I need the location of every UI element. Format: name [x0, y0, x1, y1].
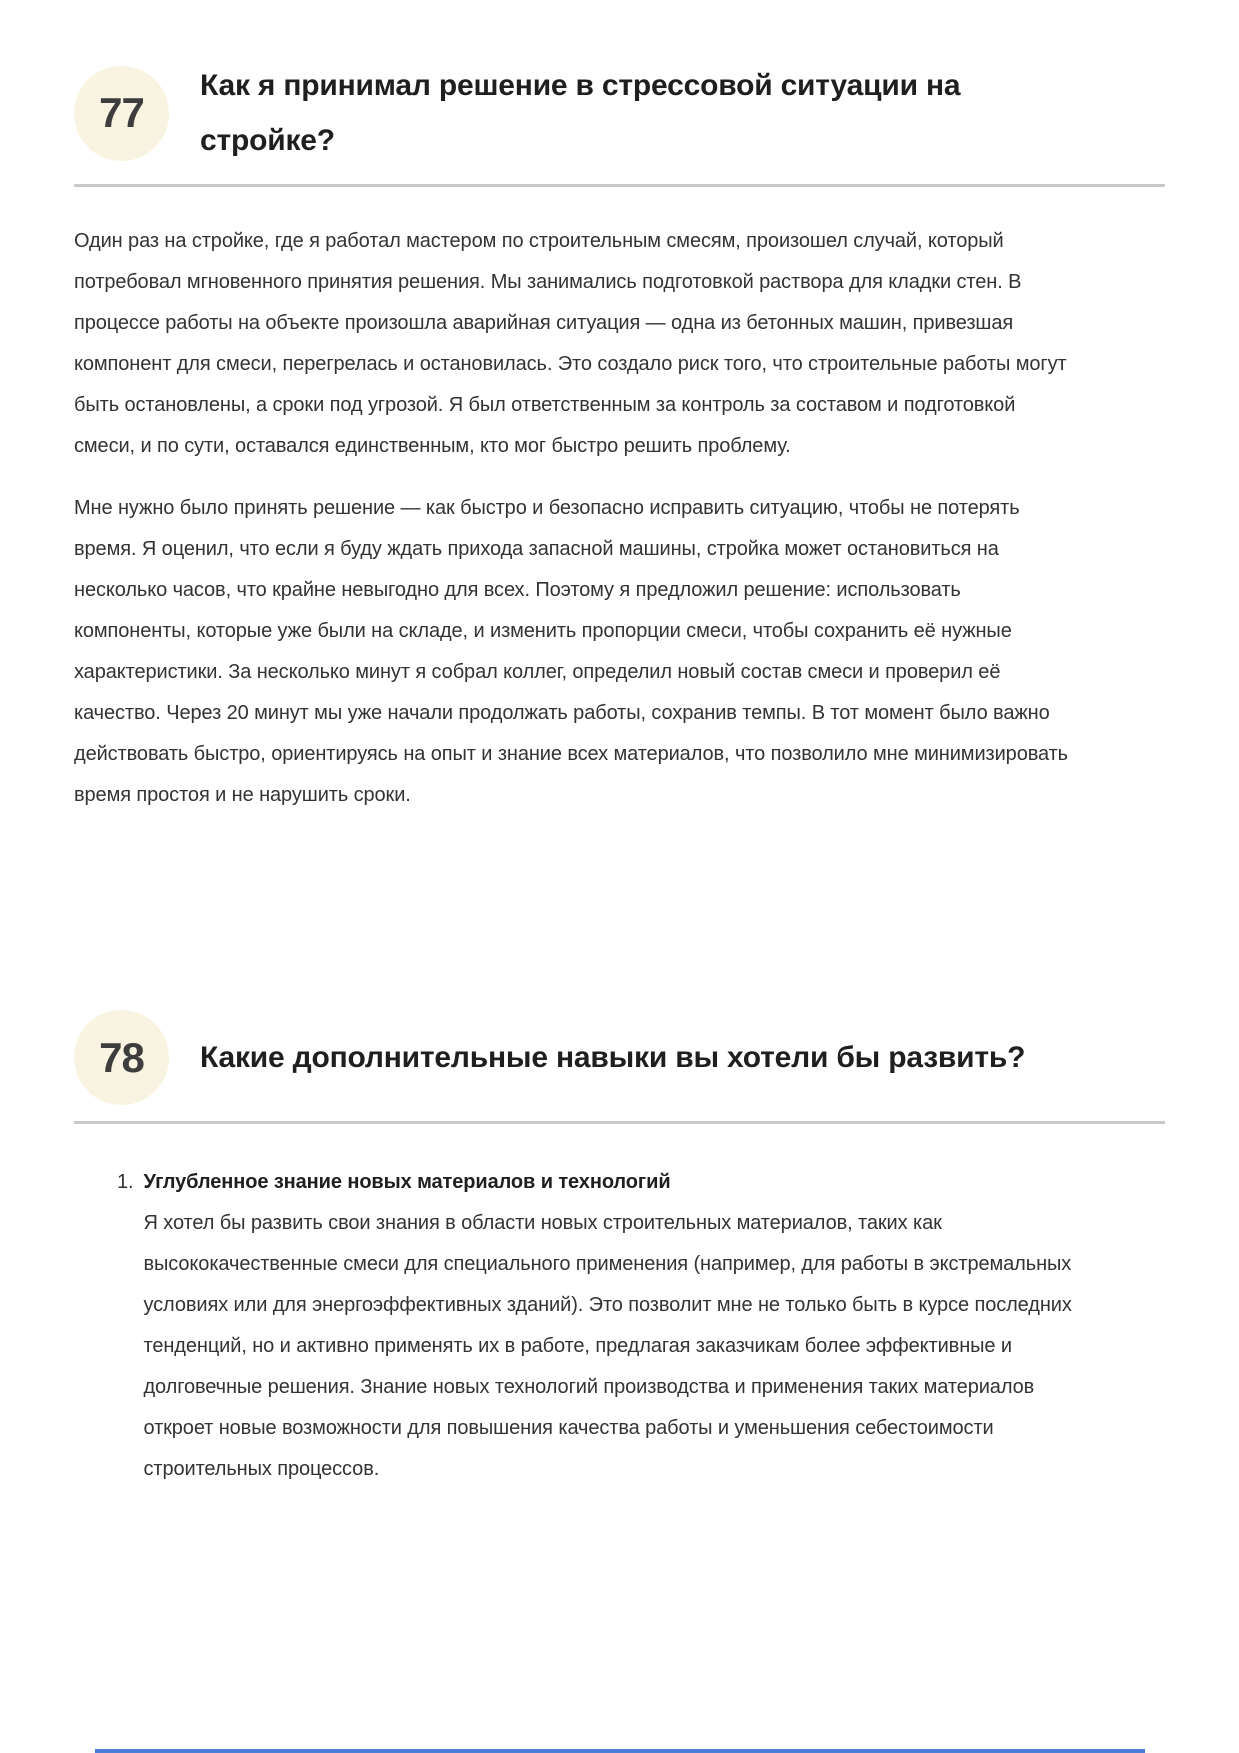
answer-body-77 — [74, 221, 1165, 816]
question-number: 77 — [99, 89, 144, 136]
bottom-accent-line — [95, 1749, 1145, 1753]
answer-paragraph: Мне нужно было принять решение — как быстро и безопасно исправить ситуацию, чтобы не потерять время. Я оценил, что если я буду ждать прихода запасной машины, стройка может остановиться на несколько часов, что крайне невыгодно для всех. Поэтому я предложил решение: использовать компоненты, которые уже были на складе, и изменить пропорции смеси, чтобы сохранить её нужные характеристики. За несколько минут я собрал коллег, определил новый состав смеси и проверил её качество. Через 20 минут мы уже начали продолжать работы, сохранив темпы. В тот момент было важно действовать быстро, ориентируясь на опыт и знание всех материалов, что позволило мне минимизировать время простоя и не нарушить сроки. — [74, 497, 1068, 806]
question-header-77 — [74, 58, 1165, 168]
list-item-marker: 1. — [117, 1171, 134, 1193]
question-section-78 — [74, 1010, 1165, 1490]
question-number: 78 — [99, 1033, 144, 1081]
question-title-78: Какие дополнительные навыки вы хотели бы развить? — [200, 1041, 1026, 1074]
answer-list-78 — [74, 1162, 1165, 1490]
list-item-content — [143, 1162, 1108, 1490]
question-section-77 — [74, 58, 1165, 816]
question-number-badge-78 — [74, 1010, 169, 1105]
section-divider — [74, 1121, 1165, 1124]
list-item-title: Углубленное знание новых материалов и технологий — [143, 1171, 671, 1193]
section-divider — [74, 184, 1165, 187]
question-header-78 — [74, 1010, 1165, 1105]
list-item — [74, 1162, 1165, 1490]
list-item-text: Я хотел бы развить свои знания в области новых строительных материалов, таких как высококачественные смеси для специального применения (например, для работы в экстремальных условиях или для энергоэффективных зданий). Это позволит мне не только быть в курсе последних тенденций, но и активно применять их в работе, предлагая заказчикам более эффективные и долговечные решения. Знание новых технологий производства и применения таких материалов откроет новые возможности для повышения качества работы и уменьшения себестоимости строительных процессов. — [143, 1212, 1072, 1480]
answer-paragraph: Один раз на стройке, где я работал мастером по строительным смесям, произошел случай, который потребовал мгновенного принятия решения. Мы занимались подготовкой раствора для кладки стен. В процессе работы на объекте произошла аварийная ситуация — одна из бетонных машин, привезшая компонент для смеси, перегрелась и остановилась. Это создало риск того, что строительные работы могут быть остановлены, а сроки под угрозой. Я был ответственным за контроль за составом и подготовкой смеси, и по сути, оставался единственным, кто мог быстро решить проблему. — [74, 230, 1067, 457]
question-number-badge-77 — [74, 66, 169, 161]
question-title-77: Как я принимал решение в стрессовой ситуации на стройке? — [200, 69, 961, 157]
